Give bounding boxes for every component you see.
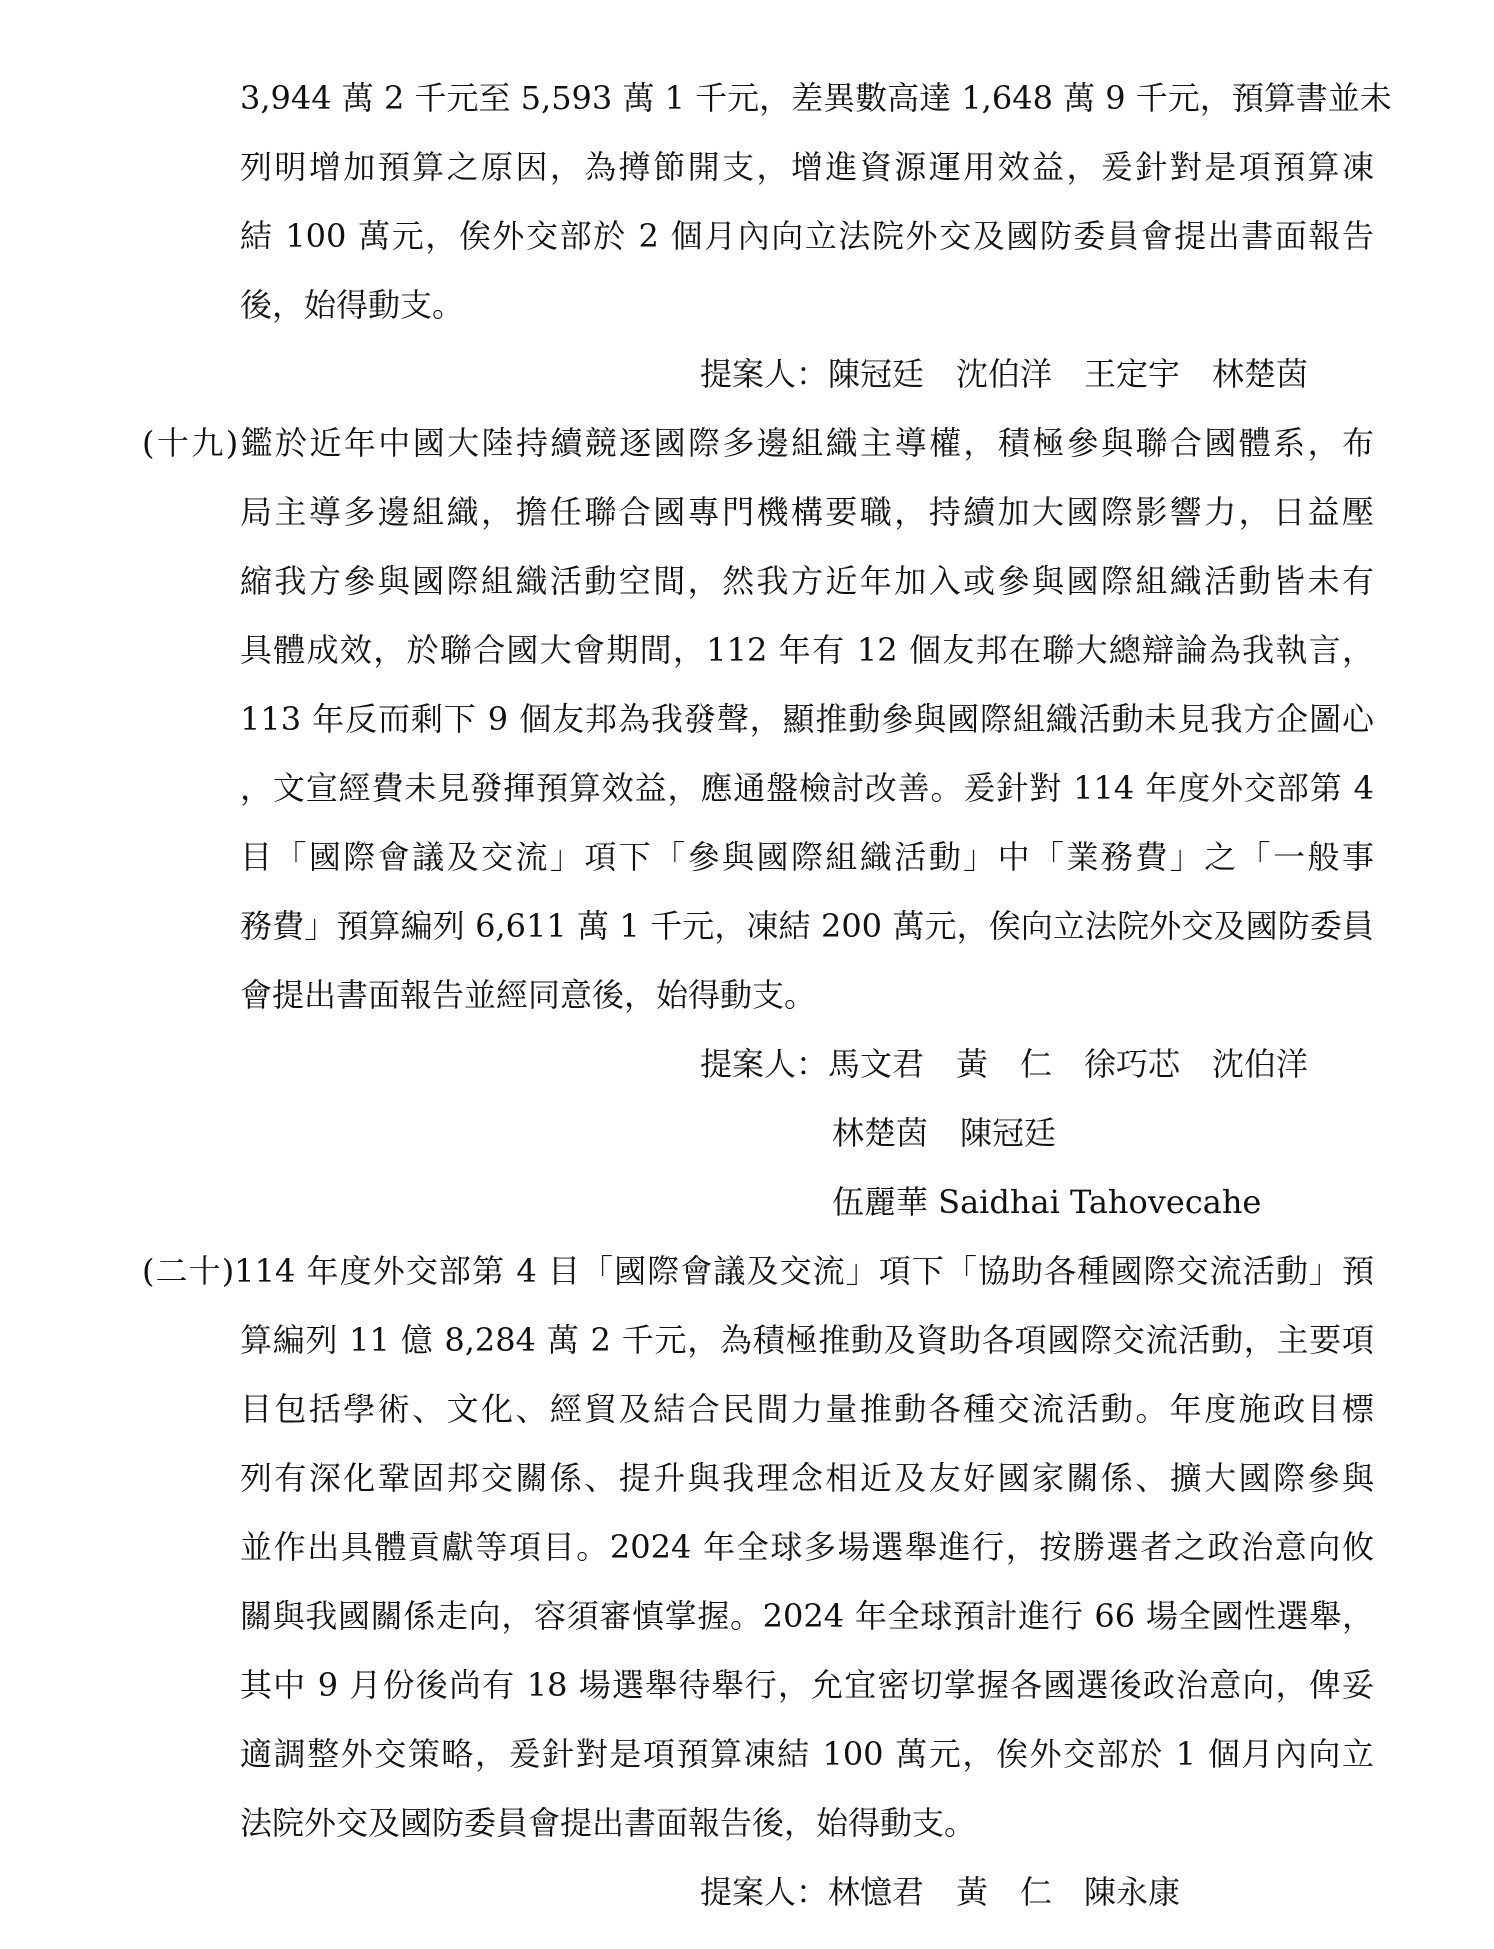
paragraph-line: 局主導多邊組織，擔任聯合國專門機構要職，持續加大國際影響力，日益壓 [240,493,1374,531]
item-20-heading: (二十)114 年度外交部第 4 目「國際會議及交流」項下「協助各種國際交流活動」預 [142,1252,1374,1290]
proposer-line: 提案人：馬文君 黃 仁 徐巧芯 沈伯洋 [700,1045,1309,1083]
paragraph-line: 目「國際會議及交流」項下「參與國際組織活動」中「業務費」之「一般事 [240,838,1374,876]
paragraph-line: 列明增加預算之原因，為撙節開支，增進資源運用效益，爰針對是項預算凍 [240,148,1374,186]
paragraph-line: 算編列 11 億 8,284 萬 2 千元，為積極推動及資助各項國際交流活動，主要項 [240,1321,1374,1359]
paragraph-line: 結 100 萬元，俟外交部於 2 個月內向立法院外交及國防委員會提出書面報告 [240,217,1374,255]
paragraph-line: 113 年反而剩下 9 個友邦為我發聲，顯推動參與國際組織活動未見我方企圖心 [240,700,1374,738]
proposer-line: 伍麗華 Saidhai Tahovecahe [832,1183,1262,1221]
paragraph-line: 會提出書面報告並經同意後，始得動支。 [240,976,817,1014]
paragraph-line: 3,944 萬 2 千元至 5,593 萬 1 千元，差異數高達 1,648 萬 9 千元，預算書並未 [240,79,1392,117]
paragraph-line: 具體成效，於聯合國大會期間，112 年有 12 個友邦在聯大總辯論為我執言， [240,631,1374,669]
proposer-line: 提案人：林憶君 黃 仁 陳永康 [700,1873,1181,1911]
paragraph-line: 目包括學術、文化、經貿及結合民間力量推動各種交流活動。年度施政目標 [240,1390,1374,1428]
paragraph-line: 關與我國關係走向，容須審慎掌握。2024 年全球預計進行 66 場全國性選舉， [240,1597,1374,1635]
paragraph-line: 列有深化鞏固邦交關係、提升與我理念相近及友好國家關係、擴大國際參與 [240,1459,1374,1497]
item-19-heading: (十九)鑑於近年中國大陸持續競逐國際多邊組織主導權，積極參與聯合國體系，布 [142,424,1374,462]
paragraph-line: 適調整外交策略，爰針對是項預算凍結 100 萬元，俟外交部於 1 個月內向立 [240,1735,1374,1773]
paragraph-line: 其中 9 月份後尚有 18 場選舉待舉行，允宜密切掌握各國選後政治意向，俾妥 [240,1666,1374,1704]
paragraph-line: 並作出具體貢獻等項目。2024 年全球多場選舉進行，按勝選者之政治意向攸 [240,1528,1374,1566]
paragraph-line: 後，始得動支。 [240,286,465,324]
paragraph-line: 務費」預算編列 6,611 萬 1 千元，凍結 200 萬元，俟向立法院外交及國防委員 [240,907,1374,945]
paragraph-line: 法院外交及國防委員會提出書面報告後，始得動支。 [240,1804,977,1842]
paragraph-line: 縮我方參與國際組織活動空間，然我方近年加入或參與國際組織活動皆未有 [240,562,1374,600]
paragraph-line: ，文宣經費未見發揮預算效益，應通盤檢討改善。爰針對 114 年度外交部第 4 [240,769,1374,807]
proposer-line: 提案人：陳冠廷 沈伯洋 王定宇 林楚茵 [700,355,1309,393]
proposer-line: 林楚茵 陳冠廷 [832,1114,1057,1152]
